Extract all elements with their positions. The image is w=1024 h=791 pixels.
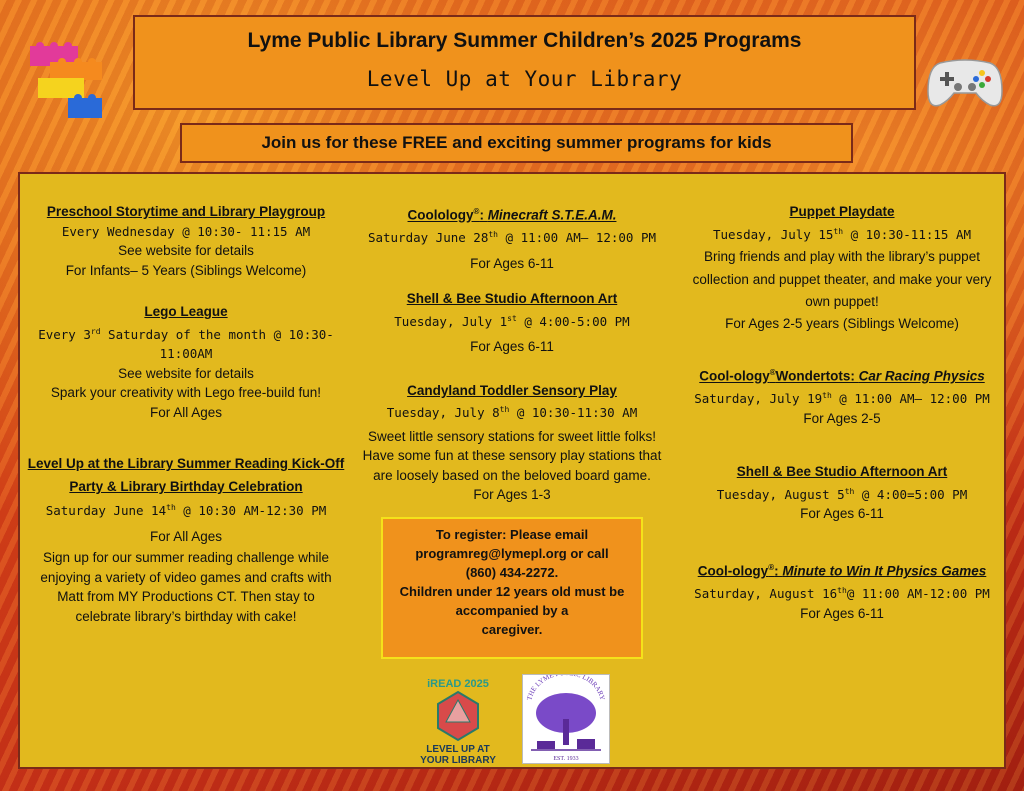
program-time: Saturday June 28th @ 11:00 AM– 12:00 PM [367, 230, 657, 246]
program-time: Saturday June 14th @ 10:30 AM-12:30 PM [45, 503, 327, 519]
svg-text:THE LYME PUBLIC LIBRARY: THE LYME LIBRARY [525, 675, 607, 702]
program-minecraft-steam [352, 202, 672, 273]
program-title: Cool-ology®: Minute to Win It Physics Games [697, 562, 987, 579]
program-time: Every 3rd Saturday of the month @ 10:30- [38, 326, 334, 342]
register-line-4: Children under 12 years old must be [399, 584, 625, 599]
program-time: Tuesday, July 8th @ 10:30-11:30 AM [386, 405, 638, 421]
program-minute-to-win-it [678, 558, 1006, 623]
program-time: Tuesday, August 5th @ 4:00=5:00 PM [716, 486, 968, 502]
program-ages: For Ages 6-11 [470, 255, 554, 271]
program-preschool-storytime [22, 202, 350, 280]
library-logo [522, 674, 610, 764]
program-title: Level Up at the Library Summer Reading Kick-Off [27, 456, 345, 472]
game-controller-icon [926, 55, 1004, 111]
program-title: Cool-ology®Wondertots: Car Racing Physics [699, 368, 985, 384]
program-candyland-sensory [352, 381, 672, 505]
subtitle-banner: Join us for these FREE and exciting summer programs for kids [180, 123, 853, 163]
program-note: See website for details [118, 365, 254, 381]
program-description: Spark your creativity with Lego free-build fun! [50, 385, 322, 401]
register-phone: (860) 434-2272. [465, 565, 559, 580]
svg-text:iREAD 2025: iREAD 2025 [427, 678, 489, 690]
program-kickoff-party [22, 454, 350, 626]
svg-text:YOUR LIBRARY: YOUR LIBRARY [420, 755, 496, 766]
register-email: programreg@lymepl.org or call [415, 546, 609, 561]
program-ages: For Ages 6-11 [800, 605, 884, 621]
program-time: Every Wednesday @ 10:30- 11:15 AM [61, 223, 311, 239]
program-ages: For All Ages [149, 404, 223, 420]
program-title: Preschool Storytime and Library Playgroup [46, 204, 326, 219]
d20-dice-icon [418, 676, 498, 766]
program-ages: For Ages 6-11 [470, 339, 554, 355]
register-line-6: caregiver. [481, 622, 543, 637]
program-shell-bee-art-2 [678, 462, 1006, 524]
programs-panel [18, 172, 1006, 769]
register-line-1: To register: Please email [435, 527, 589, 542]
program-time-cont: 11:00AM [159, 346, 213, 362]
program-ages: For Ages 2-5 [803, 410, 881, 426]
column-middle [352, 202, 672, 505]
library-tree-icon [523, 675, 609, 763]
program-ages: For All Ages [149, 528, 223, 544]
program-ages: For Ages 6-11 [800, 506, 884, 522]
title-banner [133, 15, 916, 110]
program-title: Puppet Playdate [789, 204, 895, 219]
page-title: Lyme Public Library Summer Children’s 2025 Programs [247, 29, 802, 52]
program-ages: For Ages 2-5 years (Siblings Welcome) [725, 315, 959, 331]
program-wondertots [678, 363, 1006, 428]
theme-title: Level Up at Your Library [366, 67, 683, 91]
program-ages: For Infants– 5 Years (Siblings Welcome) [65, 262, 307, 278]
column-left [22, 202, 350, 626]
svg-text:LEVEL UP AT: LEVEL UP AT [426, 744, 490, 755]
program-title: Coolology®: Minecraft S.T.E.A.M. [407, 207, 617, 223]
program-lego-league [22, 302, 350, 422]
program-description: Sign up for our summer reading challenge while enjoying a variety of video games and crafts with Matt from MY Productions CT. Then stay to celebrate library’s birthday with cake! [40, 550, 332, 624]
program-shell-bee-art-1 [352, 289, 672, 357]
program-title: Shell & Bee Studio Afternoon Art [406, 291, 618, 307]
program-time: Saturday, August 16th@ 11:00 AM-12:00 PM [694, 585, 990, 602]
svg-text:EST. 1933: EST. 1933 [553, 756, 579, 762]
program-title: Shell & Bee Studio Afternoon Art [736, 464, 948, 480]
column-right [678, 202, 1006, 623]
lego-bricks-icon [28, 42, 108, 122]
program-time: Saturday, July 19th @ 11:00 AM– 12:00 PM [694, 391, 990, 407]
program-title: Lego League [144, 304, 228, 319]
program-time: Tuesday, July 1st @ 4:00-5:00 PM [394, 313, 630, 329]
program-description: Sweet little sensory stations for sweet little folks! Have some fun at these sensory play stations that are loosely based on the beloved board game. [362, 428, 662, 483]
program-title-cont: Party & Library Birthday Celebration [69, 478, 303, 494]
program-ages: For Ages 1-3 [473, 487, 551, 503]
registration-box [381, 517, 643, 659]
program-time: Tuesday, July 15th @ 10:30-11:15 AM [713, 226, 971, 242]
program-note: See website for details [118, 243, 254, 258]
register-line-5: accompanied by a [455, 603, 569, 618]
program-puppet-playdate [678, 202, 1006, 333]
program-description: Bring friends and play with the library’s puppet collection and puppet theater, and make your very own puppet! [692, 249, 992, 310]
iread-logo [418, 676, 498, 766]
program-title: Candyland Toddler Sensory Play [407, 382, 617, 398]
